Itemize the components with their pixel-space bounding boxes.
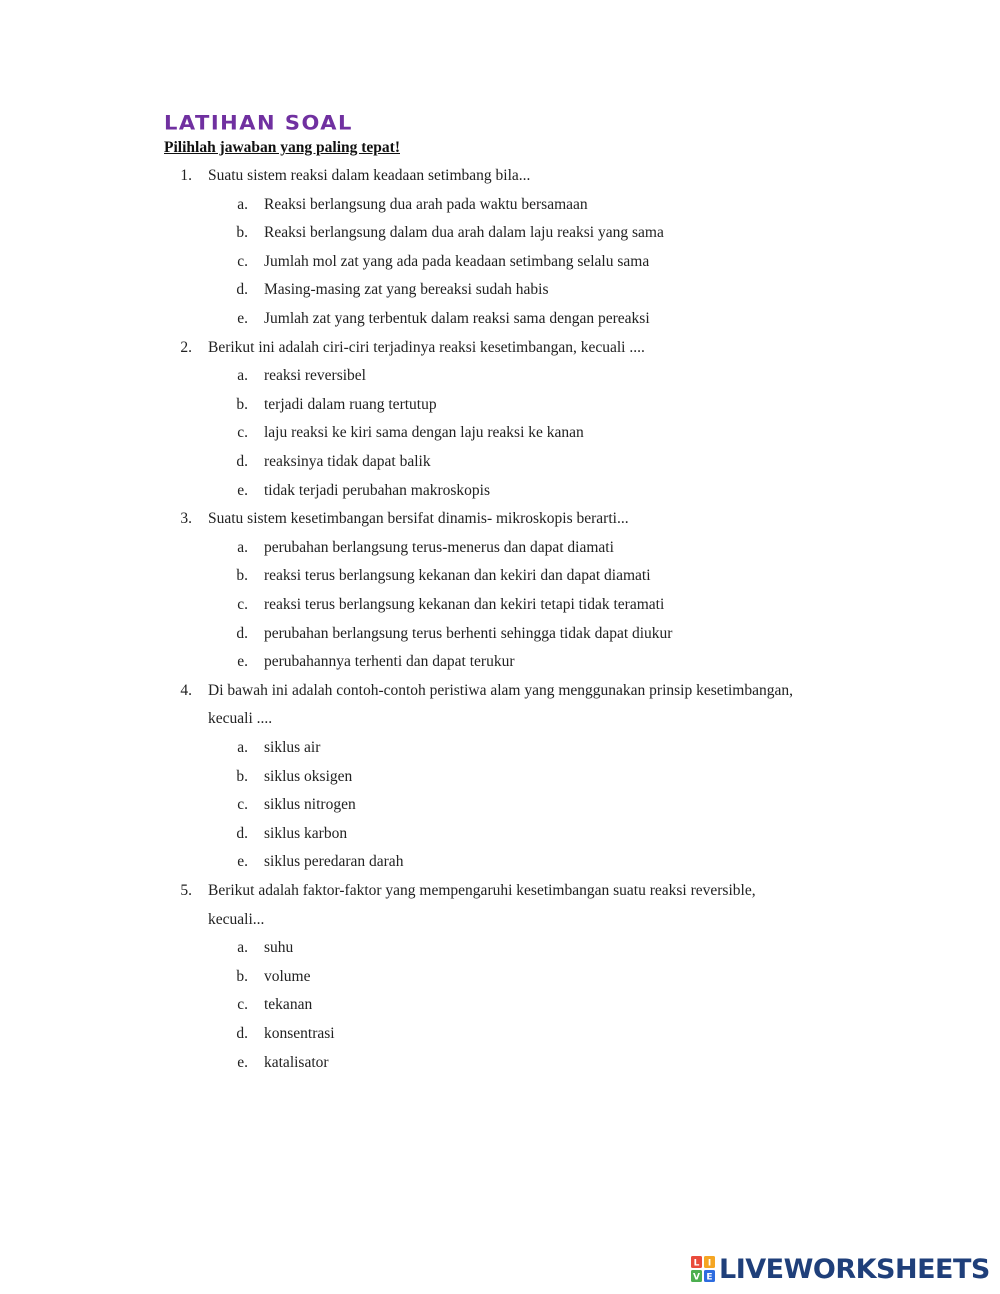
question-3-option-marker: d. — [236, 624, 248, 642]
question-1-option — [0, 309, 1000, 329]
question-1-option-text: Reaksi berlangsung dalam dua arah dalam laju reaksi yang sama — [264, 224, 664, 242]
question-5-option — [0, 938, 1000, 958]
question-4-option-text: siklus karbon — [264, 824, 348, 842]
question-4-option — [0, 795, 1000, 815]
question-3-text: Suatu sistem kesetimbangan bersifat dinamis- mikroskopis berarti... — [208, 510, 629, 528]
question-2-option-text: reaksi reversibel — [264, 367, 366, 385]
question-3-option-marker: c. — [237, 596, 248, 613]
question-3-option — [0, 652, 1000, 672]
question-1-option-marker: d. — [236, 281, 248, 299]
question-1-marker: 1. — [180, 167, 192, 184]
question-1-option — [0, 252, 1000, 272]
question-4-option-marker: e. — [237, 853, 248, 871]
question-4-option-text: siklus oksigen — [264, 767, 353, 785]
question-5-option-marker: e. — [237, 1053, 248, 1071]
question-2-option-marker: b. — [236, 395, 248, 413]
question-2-option — [0, 423, 1000, 443]
question-1-text: Suatu sistem reaksi dalam keadaan setimbang bila... — [208, 167, 531, 184]
question-2-option — [0, 452, 1000, 472]
question-4-cont-text: kecuali .... — [208, 710, 273, 728]
brand-name: LIVEWORKSHEETS — [719, 1253, 990, 1285]
question-1-option-marker: e. — [237, 310, 248, 327]
logo-letter-l: L — [693, 1258, 700, 1269]
question-5-option — [0, 1053, 1000, 1073]
question-4-option-marker: c. — [237, 796, 248, 814]
question-4-option-marker: a. — [237, 739, 248, 756]
question-2-option-marker: d. — [236, 453, 248, 470]
logo-letter-e: E — [706, 1272, 713, 1283]
question-3-option-marker: a. — [237, 538, 248, 556]
question-3-option-text: reaksi terus berlangsung kekanan dan kekiri tetapi tidak teramati — [264, 596, 665, 613]
question-4 — [0, 681, 1000, 701]
question-5-cont-text: kecuali... — [208, 910, 265, 928]
question-4-marker: 4. — [180, 681, 192, 699]
question-3-option-text: reaksi terus berlangsung kekanan dan kekiri dan dapat diamati — [264, 567, 651, 585]
question-3-option-text: perubahan berlangsung terus-menerus dan dapat diamati — [264, 538, 614, 556]
question-2-option-text: laju reaksi ke kiri sama dengan laju reaksi ke kanan — [264, 424, 584, 442]
question-4-option — [0, 852, 1000, 872]
question-1-option — [0, 195, 1000, 215]
question-1-option-text: Jumlah mol zat yang ada pada keadaan setimbang selalu sama — [264, 252, 650, 270]
question-2 — [0, 338, 1000, 358]
logo-letter-v: V — [693, 1272, 700, 1283]
question-5-option-marker: a. — [237, 939, 248, 957]
question-5-option — [0, 1024, 1000, 1044]
question-2-text: Berikut ini adalah ciri-ciri terjadinya reaksi kesetimbangan, kecuali .... — [208, 338, 645, 356]
question-4-cont — [0, 709, 1000, 729]
question-3-option — [0, 595, 1000, 615]
question-5-option — [0, 995, 1000, 1015]
question-4-option — [0, 738, 1000, 758]
logo-mark-icon — [690, 1255, 716, 1283]
question-5-option-text: tekanan — [264, 996, 313, 1014]
question-1-option — [0, 280, 1000, 300]
question-1-option — [0, 223, 1000, 243]
question-5-marker: 5. — [180, 882, 192, 899]
question-4-option-marker: d. — [236, 824, 248, 842]
question-1-option-marker: a. — [237, 195, 248, 213]
question-2-option-text: terjadi dalam ruang tertutup — [264, 395, 437, 413]
question-1-option-text: Reaksi berlangsung dua arah pada waktu bersamaan — [264, 195, 588, 213]
question-3-option-text: perubahan berlangsung terus berhenti sehingga tidak dapat diukur — [264, 624, 673, 642]
question-5-option-text: katalisator — [264, 1053, 329, 1071]
question-3 — [0, 509, 1000, 529]
question-4-option-marker: b. — [236, 767, 248, 785]
question-1-option-marker: b. — [236, 224, 248, 242]
question-2-option — [0, 481, 1000, 501]
question-5-option-text: konsentrasi — [264, 1025, 335, 1042]
question-2-option-marker: c. — [237, 424, 248, 442]
question-3-option-text: perubahannya terhenti dan dapat terukur — [264, 653, 515, 671]
question-3-option — [0, 566, 1000, 586]
question-2-option-text: reaksinya tidak dapat balik — [264, 453, 431, 470]
question-5-cont — [0, 910, 1000, 930]
question-2-option-marker: e. — [237, 481, 248, 499]
question-5 — [0, 881, 1000, 901]
question-2-option-marker: a. — [237, 367, 248, 385]
question-3-option — [0, 538, 1000, 558]
question-2-option — [0, 395, 1000, 415]
question-3-marker: 3. — [180, 510, 192, 528]
instruction-text: Pilihlah jawaban yang paling tepat! — [164, 139, 400, 156]
question-5-text: Berikut adalah faktor-faktor yang mempengaruhi kesetimbangan suatu reaksi reversible, — [208, 882, 756, 899]
question-2-option — [0, 366, 1000, 386]
question-1-option-text: Masing-masing zat yang bereaksi sudah habis — [264, 281, 549, 299]
question-4-option — [0, 824, 1000, 844]
question-1-option-text: Jumlah zat yang terbentuk dalam reaksi sama dengan pereaksi — [264, 310, 650, 327]
question-2-marker: 2. — [180, 338, 192, 356]
question-3-option-marker: b. — [236, 567, 248, 585]
question-5-option-text: volume — [264, 967, 311, 985]
logo-letter-i: I — [707, 1258, 712, 1269]
liveworksheets-logo — [690, 1252, 990, 1286]
question-4-text: Di bawah ini adalah contoh-contoh peristiwa alam yang menggunakan prinsip kesetimbangan, — [208, 681, 793, 699]
question-3-option-marker: e. — [237, 653, 248, 671]
question-1 — [0, 166, 1000, 186]
question-1-option-marker: c. — [237, 252, 248, 270]
question-5-option-text: suhu — [264, 939, 294, 957]
question-5-option-marker: d. — [236, 1025, 248, 1042]
page-title: LATIHAN SOAL — [164, 111, 353, 135]
question-3-option — [0, 624, 1000, 644]
question-4-option-text: siklus air — [264, 739, 321, 756]
question-5-option — [0, 967, 1000, 987]
question-5-option-marker: c. — [237, 996, 248, 1014]
question-4-option-text: siklus peredaran darah — [264, 853, 404, 871]
question-4-option — [0, 767, 1000, 787]
question-4-option-text: siklus nitrogen — [264, 796, 356, 814]
question-2-option-text: tidak terjadi perubahan makroskopis — [264, 481, 490, 499]
question-5-option-marker: b. — [236, 967, 248, 985]
